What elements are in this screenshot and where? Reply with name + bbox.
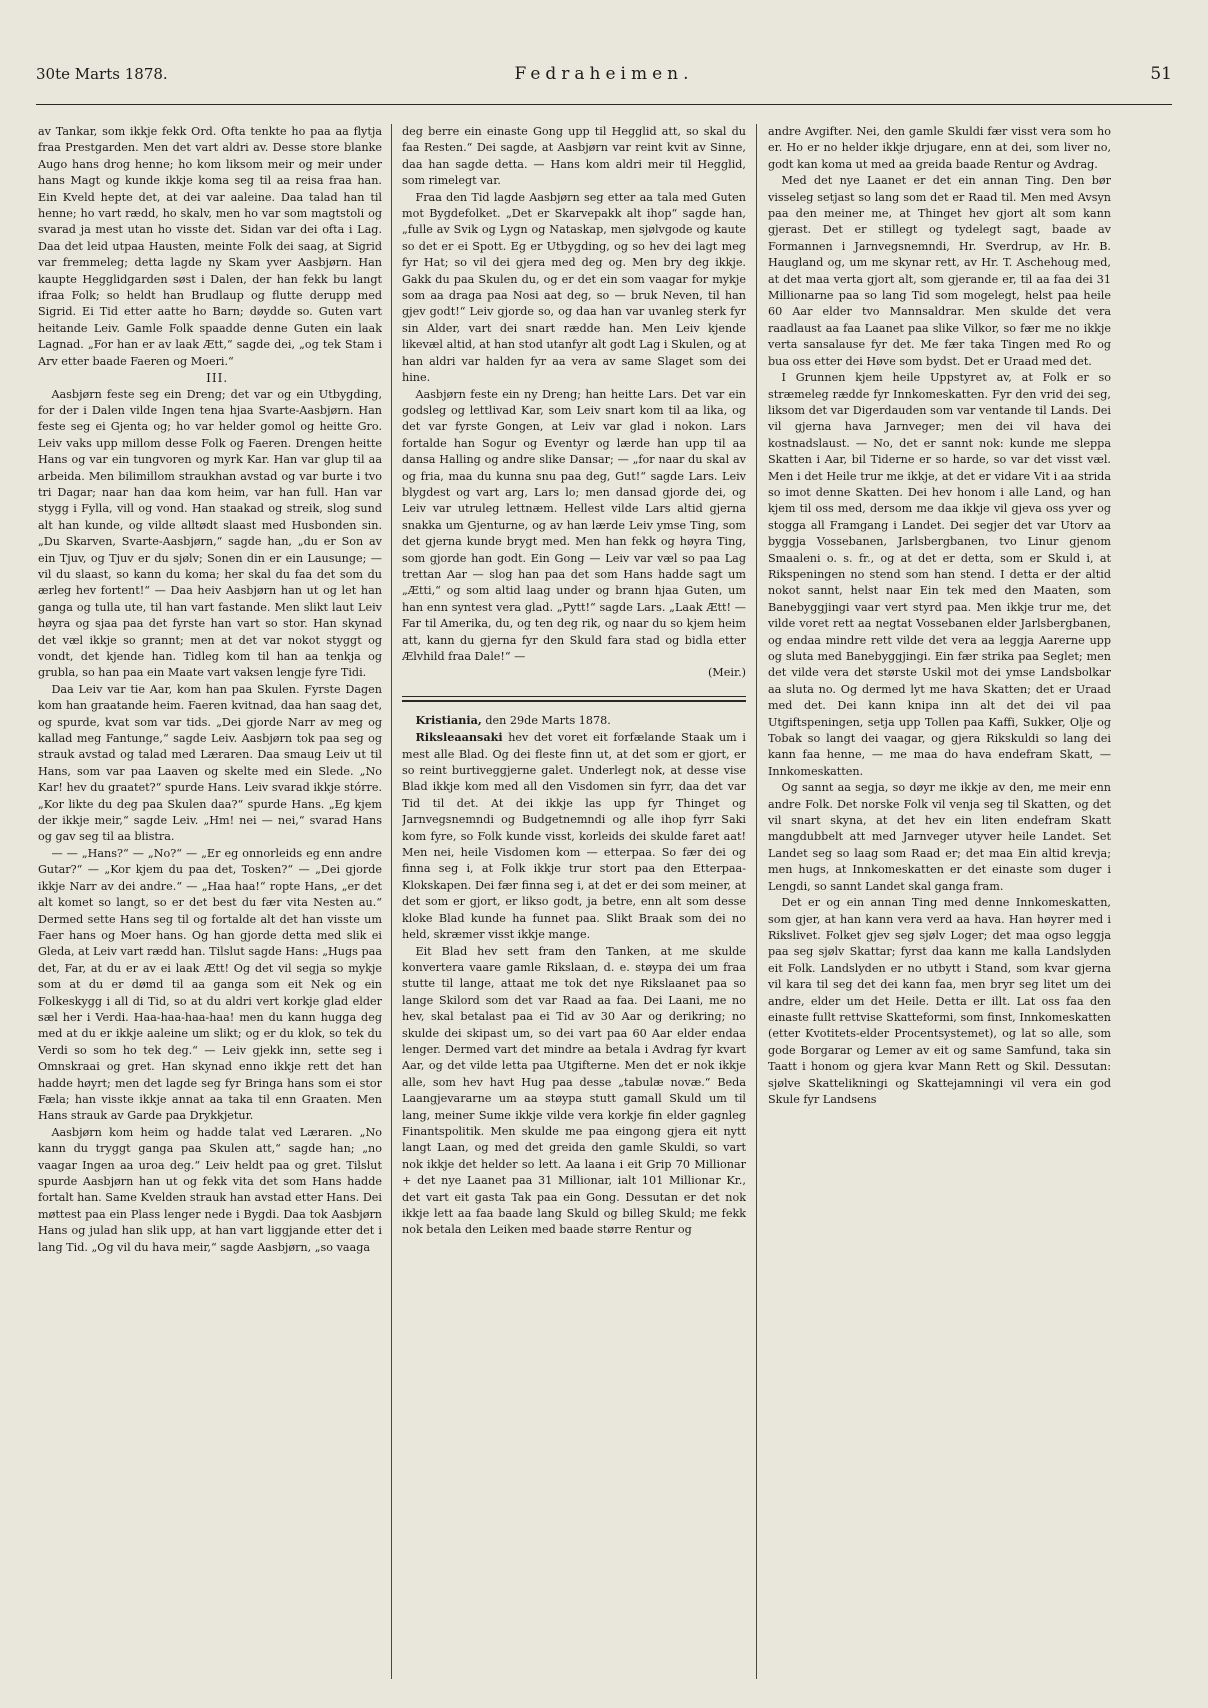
article-paragraph: [402, 729, 746, 943]
article-paragraph-text: hev det voret eit forfælande Staak um i mest alle Blad. Og dei fleste finn ut, at det som er gjort, er so reint burtiveggjerne galet. Underlegt nok, at desse vise Blad ikkje kom med all den Visdomen sin fyrr, daa det var Tid til det. At dei ikkje las upp fyr Thinget og Jarnvegsnemndi og Budgetnemndi og alle ihop fyrr Saki kom fyre, so Folk kunde visst, korleids dei skulde faret aat! Men nei, heile Visdomen kom — etterpaa. So fær dei og finna seg i, at Folk ikkje trur stort paa den Etterpaa-Klokskapen. Dei fær finna seg i, at det er dei som meiner, at det som er gjort, er likso godt, ja betre, enn alt som desse kloke Blad kunde ha funnet paa. Slikt Braak som dei no held, skræmer visst ikkje mange.: [402, 731, 746, 942]
article-paragraph: Og sannt aa segja, so døyr me ikkje av den, me meir enn andre Folk. Det norske Folk vil venja seg til Skatten, og det vil snart skyna, at det hev ein liten endefram Skatt mangdubbelt att med Jarnveger utyver heile Landet. Set Landet seg so laag som Raad er; det maa Ein altid krevja; men hugs, at Innkomeskatten er det einaste som duger i Lengdi, so sannt Landet skal ganga fram.: [768, 781, 1111, 893]
dateline-city: Kristiania,: [415, 712, 482, 727]
story-continuation-paragraph: av Tankar, som ikkje fekk Ord. Ofta tenkte ho paa aa flytja fraa Prestgarden. Men det vart aldri av. Desse store blanke Augo hans drog henne; ho kom liksom meir og meir under hans Magt og kunde ikkje koma seg til aa reisa fraa han. Ein Kveld hepte det, at dei var aaleine. Daa talad han til henne; ho vart rædd, ho skalv, men ho var som magtstoli og svarad ja mest utan ho visste det. Sidan var dei ofta i Lag. Daa det leid utpaa Hausten, meinte Folk dei saag, at Sigrid var fremmeleg; detta lagde ny Skam yver Aasbjørn. Han kaupte Hegglidgarden søst i Dalen, der han fekk bu langt ifraa Folk; so heldt han Brudlaup og flutte derupp med Sigrid. Ei Tid etter aatte ho Barn; døydde so. Guten vart heitande Leiv. Gamle Folk spaadde denne Guten ein laak Lagnad. „For han er av laak Ætt,“ sagde dei, „og tek Stam i Arv etter baade Faeren og Moeri.“: [38, 125, 382, 368]
column-3: [768, 124, 1111, 1679]
story-paragraph: Daa Leiv var tie Aar, kom han paa Skulen. Fyrste Dagen kom han graatande heim. Faeren kvitnad, daa han saag det, og spurde, kvat som var tids. „Dei gjorde Narr av meg og kallad meg Fantunge,“ sagde Leiv. Aasbjørn tok paa seg og strauk avstad og talad med Læraren. Daa smaug Leiv ut til Hans, som var paa Laaven og skelte med ein Slede. „No Kar! hev du graatet?“ spurde Hans. Leiv svarad ikkje stórre. „Kor likte du deg paa Skulen daa?“ spurde Hans. „Eg kjem der ikkje meir,“ sagde Leiv. „Hm! nei — nei,“ svarad Hans og gav seg til aa blistra.: [38, 682, 382, 844]
running-head: [36, 60, 1172, 88]
article-paragraph: Eit Blad hev sett fram den Tanken, at me skulde konvertera vaare gamle Rikslaan, d. e. støypa dei um fraa stutte til lange, attaat me tok det nye Rikslaanet paa so lange Skilord som det var Raad aa faa. Dei Laani, me no hev, skal betalast paa ei Tid av 30 Aar og derikring; no skulde dei skipast um, so dei vart paa 60 Aar elder endaa lenger. Dermed vart det mindre aa betala i Avdrag fyr kvart Aar, og det vilde letta paa Utgifterne. Men det er nok ikkje alle, som hev havt Hug paa desse „tabulæ novæ.“ Beda Laangjevararne um aa støypa stutt gamall Skuld um til lang, meiner Sume ikkje vilde vera korkje fin elder gagnleg Finantspolitik. Men skulde me paa eingong gjera eit nytt langt Laan, og med det greida den gamle Skuldi, so vart nok ikkje det helder so lett. Aa laana i eit Grip 70 Millionar + det nye Laanet paa 31 Millionar, ialt 101 Millionar Kr., det vart eit gasta Tak paa ein Gong. Dessutan er det nok ikkje lett aa faa baade lang Skuld og billeg Skuld; me fekk nok betala den Leiken med baade større Rentur og: [402, 944, 746, 1237]
article-lead-word: Riksleaansaki: [415, 730, 503, 745]
story-paragraph: Fraa den Tid lagde Aasbjørn seg etter aa tala med Guten mot Bygdefolket. „Det er Skarvepakk alt ihop“ sagde han, „fulle av Svik og Lygn og Nataskap, men sjølvgode og kaute so det er ei Spott. Eg er Utbygding, og so hev dei lagt meg fyr Hat; so vil dei gjera med deg og. Men bry deg ikkje. Gakk du paa Skulen du, og er det ein som vaagar for mykje som aa draga paa Nosi aat deg, so — bruk Neven, til han gjev godt!“ Leiv gjorde so, og daa han var uvanleg sterk fyr sin Alder, vart dei snart rædde han. Men Leiv kjende likevæl altid, at han stod utanfyr alt godt Lag i Skulen, og at han aldri var halden fyr aa vera av same Slaget som dei hine.: [402, 190, 746, 385]
story-paragraph: Aasbjørn feste seg ein Dreng; det var og ein Utbygding, for der i Dalen vilde Ingen tena hjaa Svarte-Aasbjørn. Han feste seg ei Gjenta og; ho var helder gomol og heitte Gro. Leiv vaks upp millom desse Folk og Faeren. Drengen heitte Hans og var ein tungvoren og myrk Kar. Han var glup til aa arbeida. Men bilimillom straukhan avstad og var burte i tvo tri Dagar; naar han daa kom heim, var han full. Han var stygg i Fylla, vill og vond. Han staakad og streik, slog sund alt han kunde, og vilde alltødt slaast med Husbonden sin. „Du Skarven, Svarte-Aasbjørn,“ sagde han, „du er Son av ein Tjuv, og Tjuv er du sjølv; Sonen din er ein Lausunge; — vil du slaast, so kann du koma; her skal du faa det som du ærleg hev fortent!“ — Daa heiv Aasbjørn han ut og let han ganga og tulla ute, til han vart fastande. Men slikt laut Leiv høyra og sjaa paa det fyrste han vart so stor. Han skynad det væl ikkje so grannt; men at det var nokot styggt og vondt, det kjende han. Tidleg kom til han aa tenkja og grubla, so han paa ein Maate vart vaksen lengje fyre Tidi.: [38, 387, 382, 680]
issue-date: 30te Marts 1878.: [36, 65, 168, 83]
article-paragraph: Med det nye Laanet er det ein annan Ting. Den bør visseleg setjast so lang som det er Raad til. Men med Avsyn paa den meiner me, at Thinget hev gjort alt som kann gjerast. Det er stillegt og tydelegt sagt, baade av Formannen i Jarnvegsnemndi, Hr. Sverdrup, av Hr. B. Haugland og, um me skynar rett, av Hr. T. Aschehoug med, at det maa verta gjort alt, som gjerande er, til aa faa dei 31 Millionarne paa so lang Tid som mogelegt, helst paa heile 60 Aar elder tvo Mannsaldrar. Men skulde det vera raadlaust aa faa Laanet paa slike Vilkor, so fær me no ikkje verta sansalause fyr det. Me fær taka Tingen med Ro og bua oss etter dei Høve som bydst. Det er Uraad med det.: [768, 174, 1111, 368]
header-rule: [36, 104, 1172, 105]
to-be-continued-note: (Meir.): [707, 666, 746, 680]
story-paragraph: Aasbjørn kom heim og hadde talat ved Læraren. „No kann du tryggt ganga paa Skulen att,“ sagde han; „no vaagar Ingen aa uroa deg.“ Leiv heldt paa og gret. Tilslut spurde Aasbjørn han ut og fekk vita det som Hans hadde fortalt han. Same Kvelden strauk han avstad etter Hans. Dei møttest paa ein Plass lenger nede i Bygdi. Daa tok Aasbjørn Hans og julad han slik upp, at han vart liggjande etter det i lang Tid. „Og vil du hava meir,“ sagde Aasbjørn, „so vaaga: [38, 1125, 382, 1254]
chapter-heading: III.: [206, 371, 229, 386]
article-continuation-paragraph: andre Avgifter. Nei, den gamle Skuldi fær visst vera som ho er. Ho er no helder ikkje drjugare, enn at dei, som liver no, godt kan koma ut med aa greida baade Rentur og Avdrag.: [768, 125, 1111, 171]
column-rule-left: [391, 124, 392, 1679]
dateline-date: den 29de Marts 1878.: [485, 713, 611, 727]
story-paragraph: — — „Hans?“ — „No?“ — „Er eg onnorleids eg enn andre Gutar?“ — „Kor kjem du paa det, Tosken?“ — „Dei gjorde ikkje Narr av dei andre.“ — „Haa haa!“ ropte Hans, „er det alt komet so langt, so er det best du fær vita Nesten au.“ Dermed sette Hans seg til og fortalde alt det han visste um Faer hans og Moer hans. Og han gjorde detta med slik ei Gleda, at Leiv vart rædd han. Tilslut sagde Hans: „Hugs paa det, Far, at du er av ei laak Ætt! Og det vil segja so mykje som at du er dømd til aa ganga som eit Nek og ein Folkeskygg i all di Tid, so at du aldri vert korkje glad elder sæl her i Verdi. Haa-haa-haa-haa! men du kann hugga deg med at du er ikkje aaleine um slikt; og er du klok, so tek du Verdi so som ho tek deg.“ — Leiv gjekk inn, sette seg i Omnskraai og gret. Han skynad enno ikkje rett det han hadde høyrt; men det lagde seg fyr Bringa hans som ei stor Fæla; han visste ikkje annat aa taka til enn Graaten. Men Hans strauk av Garde paa Drykkjetur.: [38, 846, 382, 1123]
story-continuation-paragraph: deg berre ein einaste Gong upp til Hegglid att, so skal du faa Resten.“ Dei sagde, at Aasbjørn var reint kvit av Sinne, daa han sagde detta. — Hans kom aldri meir til Hegglid, som rimelegt var.: [402, 125, 746, 188]
masthead-title: Fedraheimen.: [514, 64, 694, 84]
story-paragraph: Aasbjørn feste ein ny Dreng; han heitte Lars. Det var ein godsleg og lettlivad Kar, som Leiv snart kom til aa lika, og det var fyrste Gongen, at Leiv var glad i nokon. Lars fortalde han Sogur og Eventyr og lærde han upp til aa dansa Halling og andre slike Dansar; — „for naar du skal av og fria, maa du kunna snu paa deg, Gut!“ sagde Lars. Leiv blygdest og vart arg, Lars lo; men dansad gjorde dei, og Leiv var utruleg lettnæm. Hellest vilde Lars altid gjerna snakka um Gjenturne, og av han lærde Leiv ymse Ting, som det gjerna kunde brygt med. Men han fekk og høyra Ting, som gjorde han godt. Ein Gong — Leiv var væl so paa Lag trettan Aar — slog han paa det som Hans hadde sagt um „Ætti,“ og som altid laag under og brann hjaa Guten, um han enn syntest vera glad. „Pytt!“ sagde Lars. „Laak Ætt! — Far til Amerika, du, og ten deg rik, og naar du so kjem heim att, kann du gjerna fyr den Skuld fara stad og bidla etter Ælvhild fraa Dale!“ —: [402, 387, 746, 663]
dateline: [402, 712, 746, 729]
column-2: [402, 124, 746, 1679]
column-rule-right: [756, 124, 757, 1679]
page-number: 51: [1150, 64, 1172, 84]
article-paragraph: Det er og ein annan Ting med denne Innkomeskatten, som gjer, at han kann vera verd aa hava. Han høyrer med i Rikslivet. Folket gjev seg sjølv Loger; det maa ogso leggja paa seg sjølv Skattar; fyrst daa kann me kalla Landslyden eit Folk. Landslyden er no utbytt i Stand, som kvar gjerna vil kara til seg det dei kann faa, men bryr seg litet um dei andre, elder um det Heile. Detta er illt. Lat oss faa den einaste fullt rettvise Skatteformi, som finst, Innkomeskatten (etter Kvotitets-elder Procentsystemet), og lat so alle, som gode Borgarar og Lemer av eit og same Samfund, taka sin Taatt i honom og gjera kvar Mann Rett og Skil. Dessutan: sjølve Skattelikningi og Skattejamningi vil vera ein god Skule fyr Landsens: [768, 896, 1111, 1106]
section-divider: [402, 696, 746, 702]
article-paragraph: I Grunnen kjem heile Uppstyret av, at Folk er so stræmeleg rædde fyr Innkomeskatten. Fyr den vrid dei seg, liksom det var Digerdauden som var ventande til Lands. Dei vil gjerna hava Jarnveger; men dei vil hava dei kostnadslaust. — No, det er sannt nok: kunde me sleppa Skatten i Aar, bil Tiderne er so harde, so var det visst væl. Men i det Heile trur me ikkje, at det er vidare Vit i aa strida so imot denne Skatten. Dei hev honom i alle Land, og han kjem til oss med, dersom me daa ikkje vil gjeva oss yver og stogga all Framgang i Landet. Dei segjer det var Utorv aa byggja Vossebanen, Jarlsbergbanen, tvo Linur gjenom Smaaleni o. s. fr., og at det er detta, som er Skuld i, at Rikspeningen no stend som han stend. I detta er der altid nokot sannt, helst naar Ein tek med den Maaten, som Banebyggjingi vaar vert styrd paa. Men ikkje trur me, det vilde voret rett aa negtat Vossebanen elder Jarlsbergbanen, og endaa mindre rett vilde det vera aa leggja Aarerne upp og sluta med Banebyggjingi. Ein fær strika paa Seglet; men det vilde vera det største Uskil mot dei ymse Landsbolkar aa sluta no. Og dermed lyt me hava Skatten; det er Uraad med det. Dei kann knipa inn alt det dei vil paa Utgiftspeningen, setja upp Tollen paa Kaffi, Sukker, Olje og Tobak so langt dei vaagar, og gjera Rikskuldi so lang dei kann faa henne, — me maa do hava endefram Skatt, — Innkomeskatten.: [768, 371, 1111, 778]
column-1: [38, 124, 382, 1679]
